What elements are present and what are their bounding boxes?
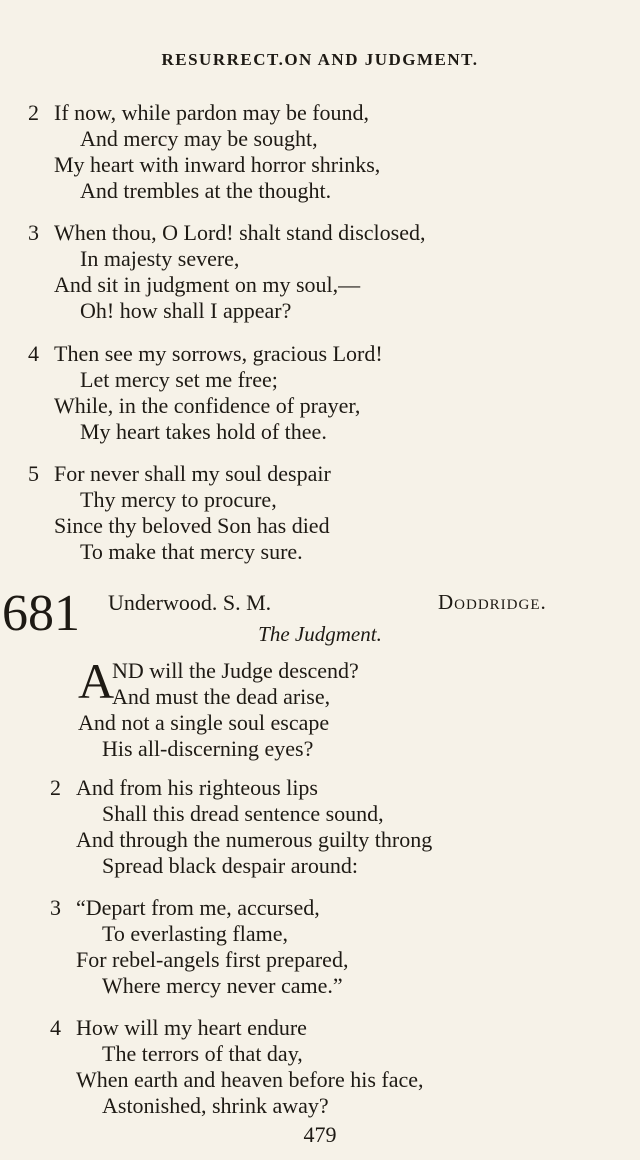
page-number: 479 xyxy=(303,1122,337,1147)
verse-line: And trembles at the thought. xyxy=(80,178,332,203)
verse-line: And must the dead arise, xyxy=(112,684,331,709)
verse-line: Let mercy set me free; xyxy=(80,367,278,392)
verse-line: And from his righteous lips xyxy=(76,775,318,800)
stanza-number: 2 xyxy=(50,775,61,800)
stanza-number: 3 xyxy=(28,220,39,245)
verse-line: If now, while pardon may be found, xyxy=(54,100,370,125)
verse-line: Spread black despair around: xyxy=(102,853,358,878)
hymn-number: 681 xyxy=(2,585,80,642)
tune-name: Underwood. S. M. xyxy=(108,590,272,615)
stanza-number: 5 xyxy=(28,461,39,486)
verse-line: And sit in judgment on my soul,— xyxy=(54,272,361,297)
hymn-title: The Judgment. xyxy=(258,622,382,646)
verse-line: And not a single soul escape xyxy=(78,710,330,735)
verse-line: For never shall my soul despair xyxy=(54,461,331,486)
verse-line: In majesty severe, xyxy=(80,246,240,271)
verse-line: When thou, O Lord! shalt stand disclosed, xyxy=(54,220,426,245)
verse-line: When earth and heaven before his face, xyxy=(76,1067,424,1092)
verse-line: Since thy beloved Son has died xyxy=(54,513,330,538)
verse-line: The terrors of that day, xyxy=(102,1041,303,1066)
verse-line: And through the numerous guilty throng xyxy=(76,827,433,852)
verse-line: ND will the Judge descend? xyxy=(112,658,359,683)
verse-line: His all-discerning eyes? xyxy=(102,736,314,761)
stanza-number: 4 xyxy=(28,341,39,366)
stanza-number: 2 xyxy=(28,100,39,125)
verse-line: While, in the confidence of prayer, xyxy=(54,393,361,418)
author-name: Doddridge. xyxy=(438,590,547,614)
verse-line: Where mercy never came.” xyxy=(102,973,343,998)
verse-line: Thy mercy to procure, xyxy=(80,487,277,512)
verse-line: For rebel-angels first prepared, xyxy=(76,947,349,972)
verse-line: Oh! how shall I appear? xyxy=(80,298,292,323)
verse-line: “Depart from me, accursed, xyxy=(76,895,320,920)
stanza-number: 4 xyxy=(50,1015,61,1040)
verse-line: How will my heart endure xyxy=(76,1015,307,1040)
verse-line: To make that mercy sure. xyxy=(80,539,303,564)
verse-line: My heart takes hold of thee. xyxy=(80,419,327,444)
stanza-number: 3 xyxy=(50,895,61,920)
verse-line: My heart with inward horror shrinks, xyxy=(54,152,381,177)
verse-line: And mercy may be sought, xyxy=(80,126,318,151)
running-header: RESURRECT.ON AND JUDGMENT. xyxy=(161,50,479,69)
drop-cap: A xyxy=(78,653,115,709)
verse-line: To everlasting flame, xyxy=(102,921,289,946)
verse-line: Then see my sorrows, gracious Lord! xyxy=(54,341,383,366)
verse-line: Astonished, shrink away? xyxy=(102,1093,329,1118)
verse-line: Shall this dread sentence sound, xyxy=(102,801,384,826)
